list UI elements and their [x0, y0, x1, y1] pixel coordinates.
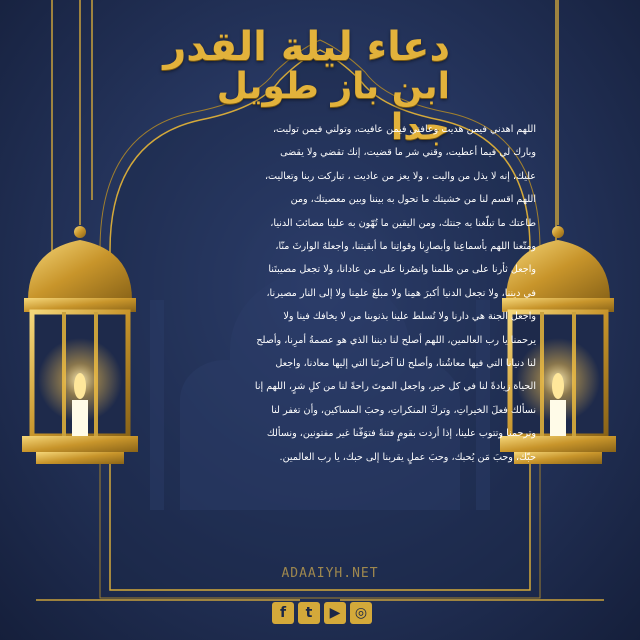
prayer-line: اللهم اقسم لنا من خشيتك ما تحول به بيننا وبين معصيتك، ومن [290, 194, 536, 206]
youtube-icon[interactable]: ▶ [324, 602, 346, 624]
prayer-line: وبارك لي فيما أعطيت، وقني شر ما قضيت، إنك تقضي ولا يقضى [280, 147, 536, 159]
social-icons [272, 602, 382, 628]
prayer-text [104, 118, 536, 469]
prayer-line: اللهم اهدني فيمن هديت وعافني فيمن عافيت، وتولني فيمن توليت، [272, 124, 536, 135]
prayer-line: طاعتك ما تبلّغنا به جنتك، ومن اليقين ما تُهّون به علينا مصائبَ الدنيا، [270, 217, 536, 229]
prayer-line: واجعل ثأرنا على من ظلمنا وانصُرنا على من عادانا، ولا تجعل مصيبتَنا [268, 264, 536, 276]
instagram-icon[interactable]: ◎ [350, 602, 372, 624]
prayer-line: واجعل الجنة هي دارنا ولا تُسلط علينا بذنوبنا من لا يخافك فينا ولا [283, 311, 536, 323]
prayer-line: ومتّعنا اللهم بأسماعِنا وأبصارِنا وقواتِنا ما أبقيتنا، واجعلهُ الوارثَ منّا، [275, 241, 536, 253]
twitter-icon[interactable]: t [298, 602, 320, 624]
prayer-line: وترحمنا وتتوب علينا، إذا أردت بقومٍ فتنةً فتوَفّنا غير مفتونين، ونسألك [266, 428, 536, 440]
title-line-2: ابن باز طويل جدا [216, 66, 450, 148]
prayer-line: عليك، إنه لا يذل من واليت ، ولا يعز من عاديت ، تباركت ربنا وتعاليت، [264, 170, 536, 182]
prayer-line: لنا دنيانا التي فيها معاشُنا، وأصلح لنا آخرتَنا التي إليها معادنا، واجعل [275, 358, 536, 370]
prayer-line: الحياة زيادةً لنا في كل خير، واجعل الموتَ راحةً لنا من كلِ شرٍ، اللهم إنا [254, 381, 536, 393]
prayer-line: يرحمنا يا رب العالمين، اللهم أصلح لنا ديننا الذي هو عصمةُ أمرِنا، وأصلح [256, 334, 536, 346]
prayer-line: حبّك، وحبَ مَن يُحبك، وحبَ عملٍ يقربنا إلى حبك، يا رب العالمين. [279, 451, 536, 463]
prayer-line: نسألك فعلَ الخيراتِ، وتركَ المنكراتِ، وحبَ المساكين، وأن تغفر لنا [271, 404, 536, 416]
website-watermark: ADAAIYH.NET [281, 566, 379, 581]
facebook-icon[interactable]: f [272, 602, 294, 624]
prayer-line: في ديننا، ولا تجعل الدنيا أكبرَ همِنا ولا مبلغَ علمِنا ولا إلى النار مصيرنا، [266, 287, 536, 299]
title-line-1: دعاء ليلة القدر [163, 24, 450, 70]
